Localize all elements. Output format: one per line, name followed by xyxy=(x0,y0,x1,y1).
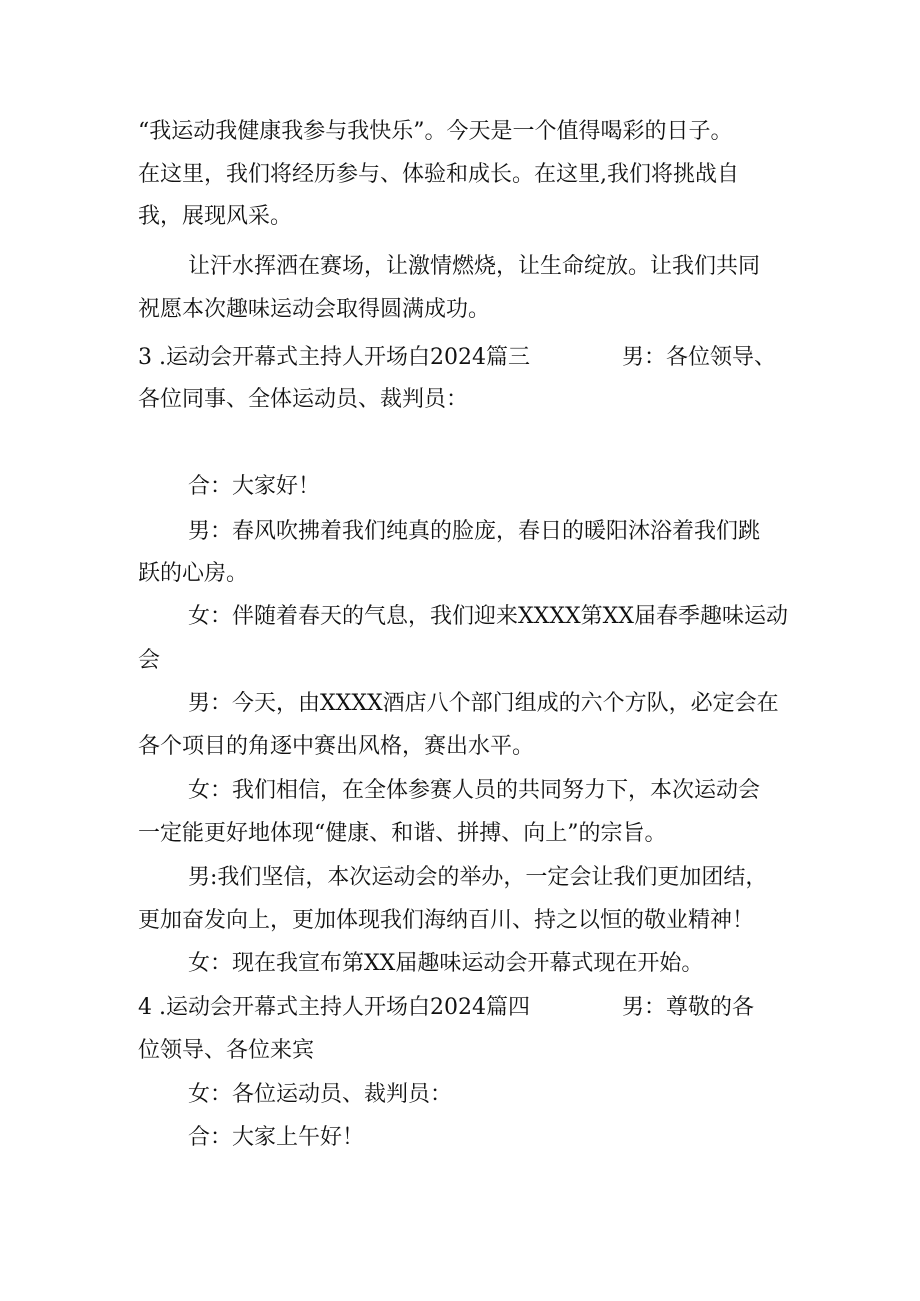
section3-heading-right: 男：各位领导、 xyxy=(622,345,777,370)
section3-line: 会 xyxy=(138,648,161,673)
section3-line: 女：现在我宣布第XX届趣味运动会开幕式现在开始。 xyxy=(188,951,704,976)
para1-line1: “我运动我健康我参与我快乐”。今天是一个值得喝彩的日子。 xyxy=(138,119,733,144)
para1-line2: 在这里，我们将经历参与、体验和成长。在这里,我们将挑战自 xyxy=(138,162,739,187)
section3-line: 跃的心房。 xyxy=(138,561,249,586)
section4-heading-line xyxy=(138,986,898,1030)
section4-line: 合：大家上午好！ xyxy=(188,1125,365,1150)
section3-line: 男：春风吹拂着我们纯真的脸庞，春日的暖阳沐浴着我们跳 xyxy=(188,519,761,544)
section3-line: 各个项目的角逐中赛出风格，赛出水平。 xyxy=(138,734,535,759)
section4-heading: 4 .运动会开幕式主持人开场白2024篇四 xyxy=(138,995,530,1020)
section3-heading: 3 .运动会开幕式主持人开场白2024篇三 xyxy=(138,345,530,370)
para1-line3: 我，展现风采。 xyxy=(138,204,293,229)
section4-line: 女：各位运动员、裁判员： xyxy=(188,1082,453,1107)
section3-heading-cont: 各位同事、全体运动员、裁判员： xyxy=(138,387,469,412)
para2-line1: 让汗水挥洒在赛场，让激情燃烧，让生命绽放。让我们共同 xyxy=(188,254,761,279)
section4-heading-cont: 位领导、各位来宾 xyxy=(138,1038,315,1063)
section3-line: 女：我们相信，在全体参赛人员的共同努力下，本次运动会 xyxy=(188,778,761,803)
section3-line: 一定能更好地体现“健康、和谐、拼搏、向上”的宗旨。 xyxy=(138,821,667,846)
section3-line: 女：伴随着春天的气息，我们迎来XXXX第XX届春季趣味运动 xyxy=(188,604,788,629)
section3-line: 更加奋发向上，更加体现我们海纳百川、持之以恒的敬业精神！ xyxy=(138,908,755,933)
para2-line2: 祝愿本次趣味运动会取得圆满成功。 xyxy=(138,297,491,322)
section4-heading-right: 男：尊敬的各 xyxy=(622,995,755,1020)
section3-line: 男:我们坚信，本次运动会的举办，一定会让我们更加团结， xyxy=(188,865,768,890)
section3-heading-line xyxy=(138,336,898,380)
section3-line: 男：今天，由XXXX酒店八个部门组成的六个方队，必定会在 xyxy=(188,691,779,716)
section3-line: 合：大家好！ xyxy=(188,474,321,499)
